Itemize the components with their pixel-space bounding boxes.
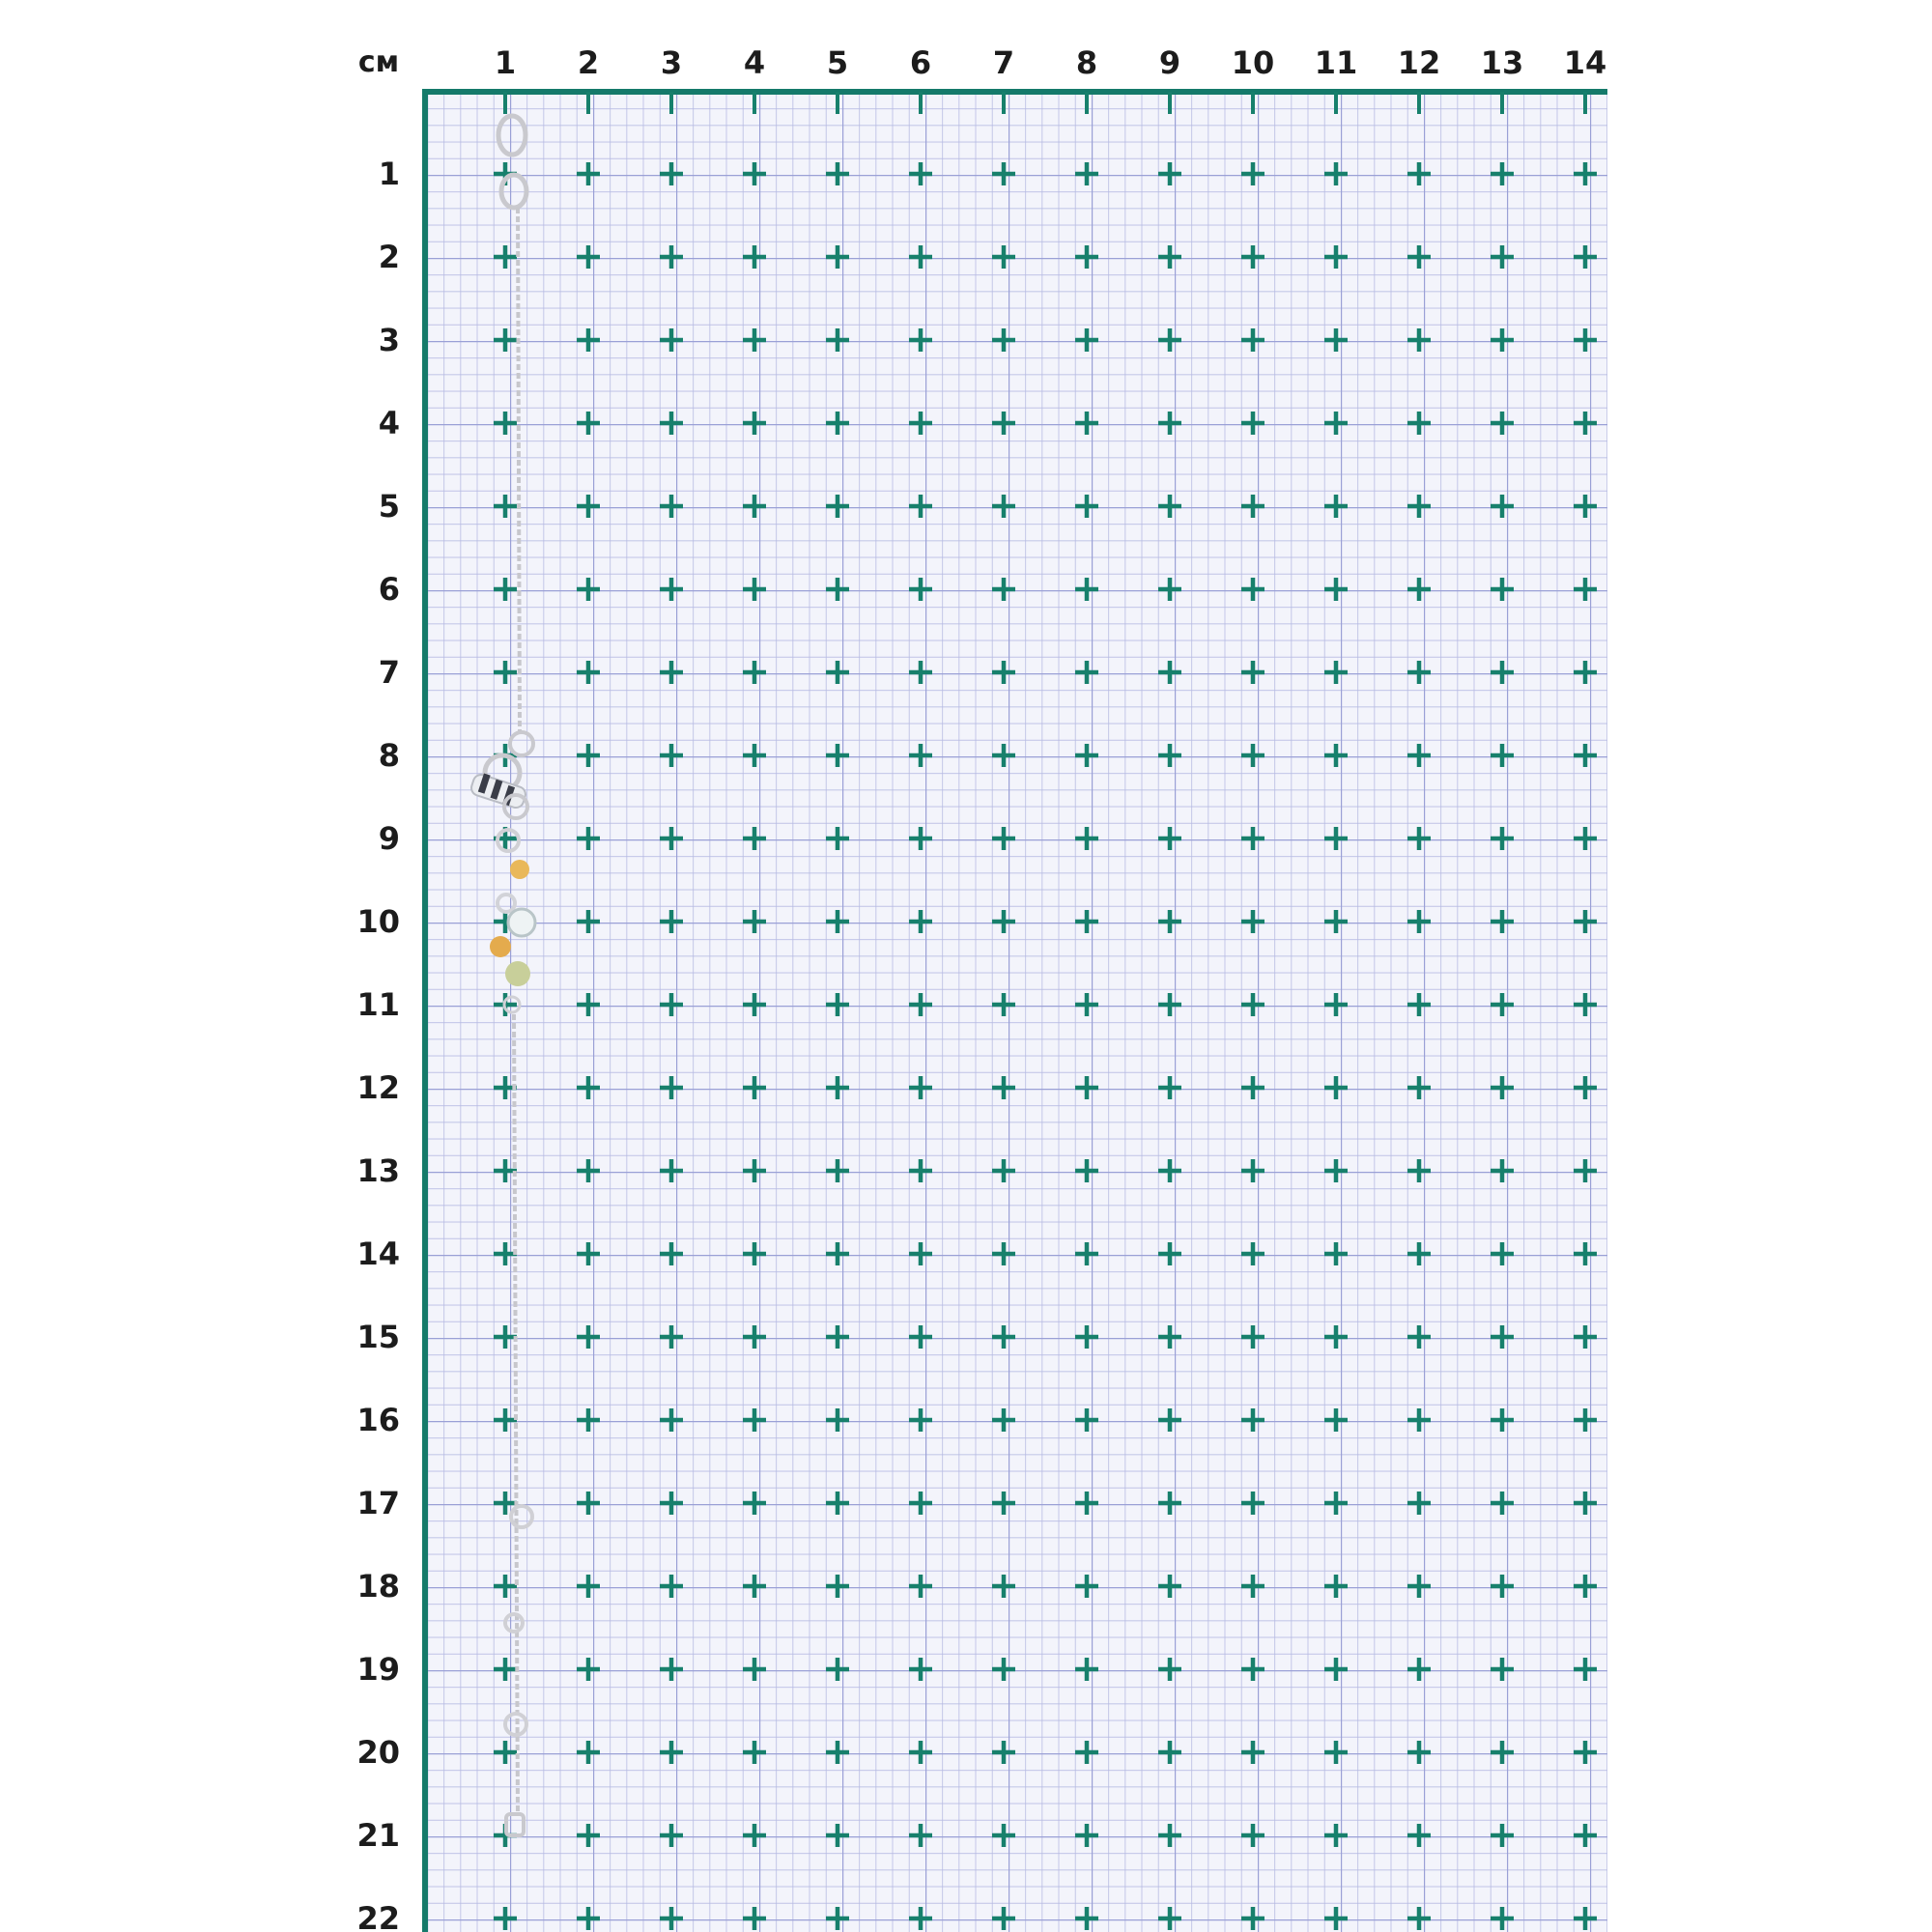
y-label-14: 14: [356, 1236, 400, 1272]
y-label-4: 4: [378, 405, 400, 441]
y-label-3: 3: [378, 322, 400, 358]
y-label-15: 15: [356, 1319, 400, 1355]
x-axis-labels: [495, 44, 1606, 81]
y-label-20: 20: [356, 1734, 400, 1771]
y-label-10: 10: [356, 903, 400, 940]
y-label-17: 17: [356, 1485, 400, 1521]
y-label-2: 2: [378, 239, 400, 275]
amber-bead-icon-2: [490, 936, 511, 957]
y-label-5: 5: [378, 488, 400, 525]
x-label-9: 9: [1158, 44, 1181, 81]
unit-label: см: [357, 45, 400, 79]
x-label-2: 2: [577, 44, 600, 81]
y-label-8: 8: [378, 737, 400, 774]
y-label-19: 19: [356, 1651, 400, 1688]
y-label-11: 11: [356, 986, 400, 1023]
y-label-22: 22: [356, 1900, 400, 1932]
x-label-11: 11: [1314, 44, 1358, 81]
x-label-12: 12: [1397, 44, 1441, 81]
x-label-1: 1: [494, 44, 517, 81]
y-label-6: 6: [378, 571, 400, 608]
grid-area: [427, 92, 1607, 1932]
y-label-21: 21: [356, 1817, 400, 1854]
crystal-bead-icon: [508, 909, 535, 936]
x-label-7: 7: [992, 44, 1015, 81]
y-label-7: 7: [378, 654, 400, 691]
y-axis-labels: [356, 156, 400, 1932]
x-label-8: 8: [1075, 44, 1098, 81]
x-label-6: 6: [909, 44, 932, 81]
grid-major-lines: [427, 92, 1607, 1932]
x-label-10: 10: [1231, 44, 1275, 81]
x-label-5: 5: [826, 44, 849, 81]
x-label-13: 13: [1480, 44, 1524, 81]
upper-chain-icon: [518, 208, 520, 734]
amber-bead-icon: [510, 860, 529, 879]
y-label-1: 1: [378, 156, 400, 192]
y-label-16: 16: [356, 1402, 400, 1438]
olive-bead-icon: [505, 961, 530, 986]
y-label-9: 9: [378, 820, 400, 857]
x-label-3: 3: [660, 44, 683, 81]
x-label-14: 14: [1563, 44, 1607, 81]
y-label-12: 12: [356, 1069, 400, 1106]
x-label-4: 4: [743, 44, 766, 81]
y-label-18: 18: [356, 1568, 400, 1605]
y-label-13: 13: [356, 1152, 400, 1189]
